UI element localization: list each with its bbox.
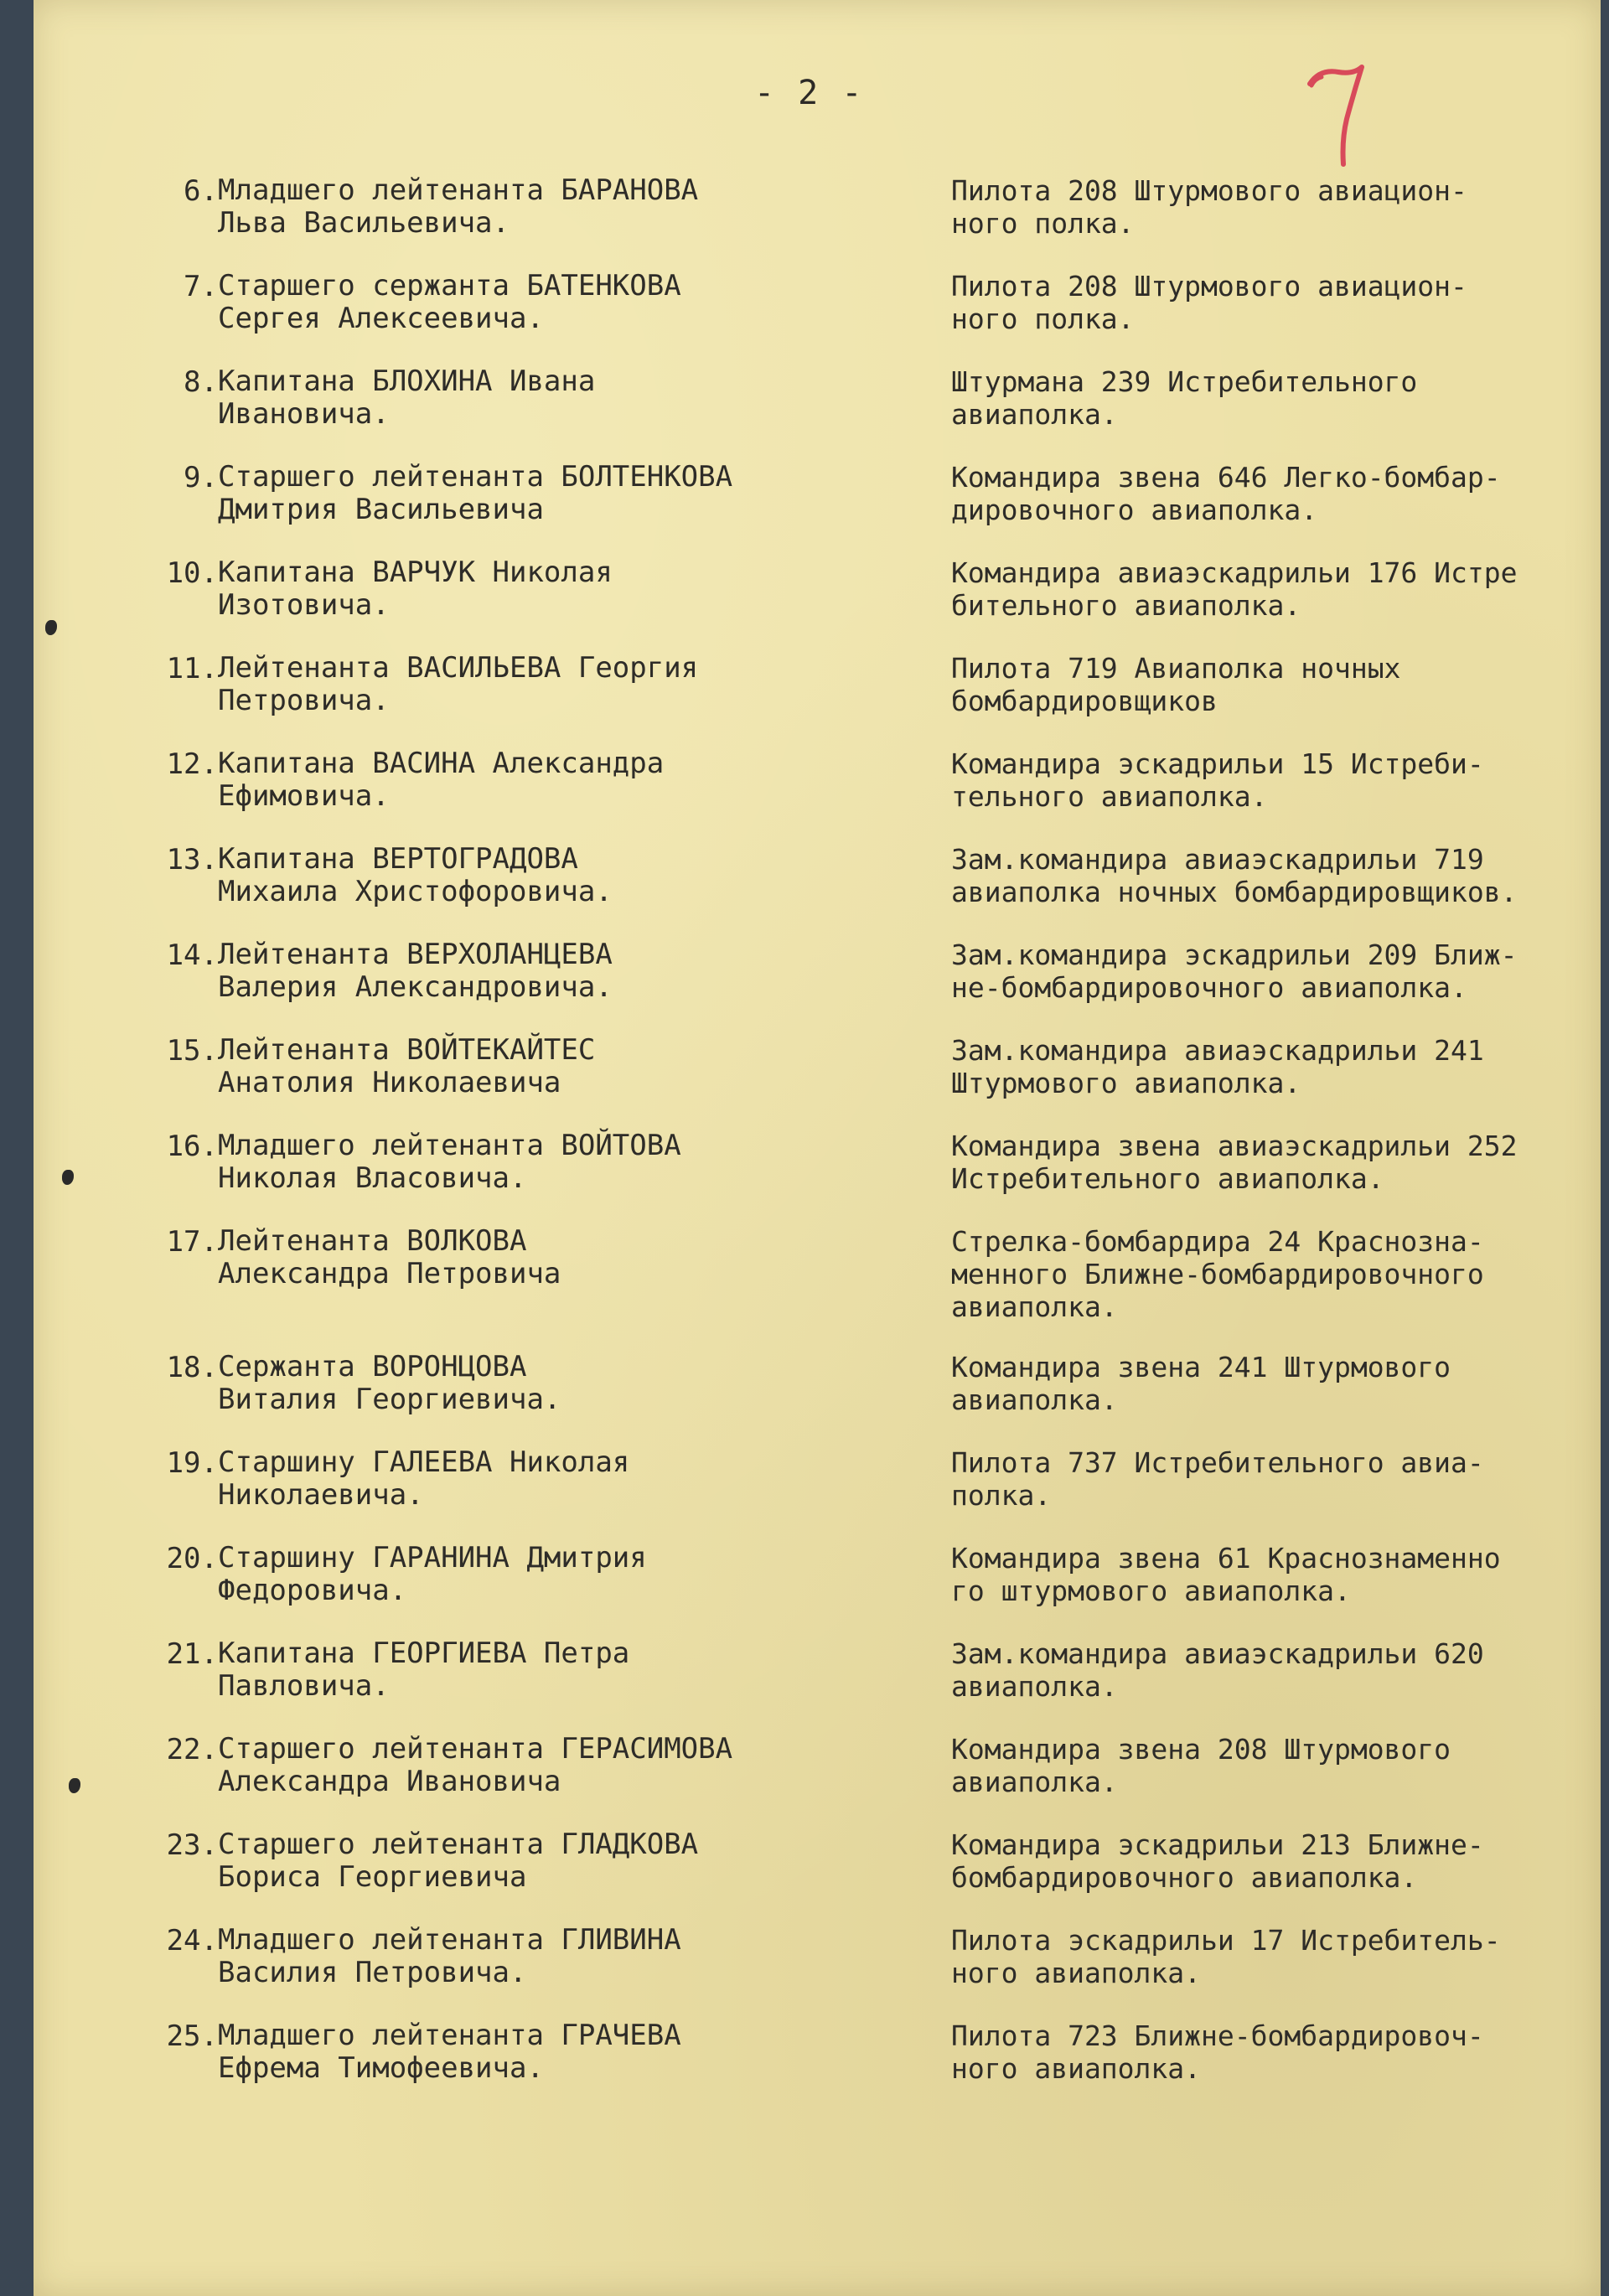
- name-line: Капитана ВАРЧУК Николая: [218, 556, 613, 589]
- entry-number: 24.: [166, 1924, 218, 1957]
- position-line: Истребительного авиаполка.: [951, 1162, 1384, 1195]
- person-name: [218, 1733, 939, 1798]
- name-line: Валерия Александровича.: [218, 970, 613, 1004]
- person-name: [218, 652, 939, 717]
- name-line: Старшину ГАРАНИНА Дмитрия: [218, 1541, 647, 1575]
- name-line: Лейтенанта ВАСИЛЬЕВА Георгия: [218, 651, 699, 685]
- position-line: Штурмана 239 Истребительного: [951, 365, 1418, 398]
- position-line: ного полка.: [951, 207, 1135, 240]
- list-item: [34, 1924, 1601, 2019]
- position-description: [951, 1130, 1596, 1195]
- position-line: Пилота 208 Штурмового авиацион-: [951, 270, 1467, 303]
- list-item: [34, 1542, 1601, 1637]
- position-line: авиаполка.: [951, 1383, 1118, 1416]
- list-item: [34, 1637, 1601, 1733]
- person-name: [218, 1924, 939, 1989]
- name-line: Капитана ВАСИНА Александра: [218, 747, 665, 780]
- name-line: Бориса Георгиевича: [218, 1860, 527, 1894]
- person-name: [218, 556, 939, 622]
- list-item: [34, 1130, 1601, 1225]
- name-line: Михаила Христофоровича.: [218, 875, 613, 908]
- position-description: [951, 556, 1596, 622]
- position-description: [951, 939, 1596, 1004]
- person-name: [218, 1351, 939, 1416]
- name-line: Лейтенанта ВОЙТЕКАЙТЕС: [218, 1033, 596, 1067]
- position-description: [951, 1225, 1596, 1323]
- position-line: Стрелка-бомбардира 24 Краснозна-: [951, 1225, 1484, 1258]
- person-name: [218, 1637, 939, 1703]
- position-description: [951, 652, 1596, 717]
- name-line: Изотовича.: [218, 588, 390, 622]
- person-name: [218, 1225, 939, 1290]
- name-line: Старшего лейтенанта БОЛТЕНКОВА: [218, 460, 733, 494]
- list-item: [34, 652, 1601, 747]
- entry-number: 6.: [184, 174, 218, 208]
- position-line: го штурмового авиаполка.: [951, 1575, 1351, 1607]
- list-item: [34, 1733, 1601, 1828]
- person-name: [218, 843, 939, 908]
- name-line: Младшего лейтенанта ГРАЧЕВА: [218, 2019, 681, 2052]
- list-item: [34, 1034, 1601, 1130]
- page-number: - 2 -: [754, 74, 864, 112]
- entry-number: 9.: [184, 461, 218, 494]
- position-line: тельного авиаполка.: [951, 780, 1268, 813]
- position-description: [951, 365, 1596, 431]
- list-item: [34, 747, 1601, 843]
- position-line: ного авиаполка.: [951, 1957, 1202, 1989]
- list-item: [34, 556, 1601, 652]
- name-line: Льва Васильевича.: [218, 206, 510, 240]
- position-line: Зам.командира авиаэскадрильи 719: [951, 843, 1484, 876]
- position-line: авиаполка.: [951, 1290, 1118, 1323]
- entry-number: 23.: [166, 1828, 218, 1862]
- list-item: [34, 174, 1601, 270]
- entry-number: 12.: [166, 747, 218, 781]
- position-line: Штурмового авиаполка.: [951, 1067, 1301, 1099]
- person-name: [218, 1130, 939, 1195]
- position-description: [951, 1828, 1596, 1894]
- person-name: [218, 1828, 939, 1894]
- name-line: Старшего лейтенанта ГЛАДКОВА: [218, 1828, 699, 1861]
- name-line: Василия Петровича.: [218, 1956, 527, 1989]
- position-line: Командира звена 646 Легко-бомбар-: [951, 461, 1501, 494]
- list-item: [34, 270, 1601, 365]
- list-item: [34, 461, 1601, 556]
- position-line: не-бомбардировочного авиаполка.: [951, 971, 1467, 1004]
- name-line: Федоровича.: [218, 1574, 407, 1607]
- name-line: Лейтенанта ВОЛКОВА: [218, 1224, 527, 1258]
- position-line: авиаполка ночных бомбардировщиков.: [951, 876, 1518, 908]
- list-item: [34, 365, 1601, 461]
- award-list: [34, 174, 1601, 2115]
- name-line: Александра Ивановича: [218, 1765, 561, 1798]
- name-line: Петровича.: [218, 684, 390, 717]
- position-line: авиаполка.: [951, 1766, 1118, 1798]
- position-description: [951, 270, 1596, 335]
- position-description: [951, 2019, 1596, 2085]
- person-name: [218, 2019, 939, 2085]
- entry-number: 15.: [166, 1034, 218, 1068]
- position-line: Командира звена авиаэскадрильи 252: [951, 1130, 1518, 1162]
- position-line: Пилота 719 Авиаполка ночных: [951, 652, 1401, 685]
- position-line: Командира звена 208 Штурмового: [951, 1733, 1451, 1766]
- person-name: [218, 174, 939, 240]
- position-line: Пилота 208 Штурмового авиацион-: [951, 174, 1467, 207]
- name-line: Капитана ГЕОРГИЕВА Петра: [218, 1637, 630, 1670]
- name-line: Николая Власовича.: [218, 1161, 527, 1195]
- name-line: Ефимовича.: [218, 779, 390, 813]
- list-item: [34, 2019, 1601, 2115]
- name-line: Ефрема Тимофеевича.: [218, 2051, 544, 2085]
- name-line: Младшего лейтенанта БАРАНОВА: [218, 173, 699, 207]
- position-line: Командира звена 61 Краснознаменно: [951, 1542, 1501, 1575]
- person-name: [218, 939, 939, 1004]
- entry-number: 8.: [184, 365, 218, 399]
- person-name: [218, 365, 939, 431]
- position-line: Командира эскадрильи 213 Ближне-: [951, 1828, 1484, 1861]
- position-description: [951, 461, 1596, 526]
- position-line: ного авиаполка.: [951, 2052, 1202, 2085]
- position-description: [951, 843, 1596, 908]
- position-line: бомбардировщиков: [951, 685, 1218, 717]
- position-line: Пилота 737 Истребительного авиа-: [951, 1446, 1484, 1479]
- person-name: [218, 270, 939, 335]
- list-item: [34, 1446, 1601, 1542]
- entry-number: 22.: [166, 1733, 218, 1766]
- name-line: Старшего лейтенанта ГЕРАСИМОВА: [218, 1732, 733, 1766]
- position-description: [951, 174, 1596, 240]
- name-line: Капитана ВЕРТОГРАДОВА: [218, 842, 578, 876]
- name-line: Дмитрия Васильевича: [218, 493, 544, 526]
- position-line: дировочного авиаполка.: [951, 494, 1318, 526]
- person-name: [218, 1446, 939, 1512]
- position-description: [951, 1637, 1596, 1703]
- position-line: авиаполка.: [951, 398, 1118, 431]
- name-line: Старшину ГАЛЕЕВА Николая: [218, 1445, 630, 1479]
- position-line: Зам.командира авиаэскадрильи 620: [951, 1637, 1484, 1670]
- entry-number: 14.: [166, 939, 218, 972]
- position-line: Командира эскадрильи 15 Истреби-: [951, 747, 1484, 780]
- name-line: Сергея Алексеевича.: [218, 302, 544, 335]
- entry-number: 11.: [166, 652, 218, 685]
- document-page: [34, 0, 1601, 2296]
- entry-number: 10.: [166, 556, 218, 590]
- position-line: авиаполка.: [951, 1670, 1118, 1703]
- name-line: Виталия Георгиевича.: [218, 1383, 561, 1416]
- position-description: [951, 1733, 1596, 1798]
- entry-number: 7.: [184, 270, 218, 303]
- position-line: менного Ближне-бомбардировочного: [951, 1258, 1484, 1290]
- position-line: Пилота эскадрильи 17 Истребитель-: [951, 1924, 1501, 1957]
- name-line: Младшего лейтенанта ВОЙТОВА: [218, 1129, 681, 1162]
- person-name: [218, 461, 939, 526]
- list-item: [34, 1225, 1601, 1351]
- position-line: полка.: [951, 1479, 1052, 1512]
- name-line: Лейтенанта ВЕРХОЛАНЦЕВА: [218, 938, 613, 971]
- name-line: Сержанта ВОРОНЦОВА: [218, 1350, 527, 1383]
- entry-number: 25.: [166, 2019, 218, 2053]
- entry-number: 17.: [166, 1225, 218, 1259]
- position-line: Зам.командира авиаэскадрильи 241: [951, 1034, 1484, 1067]
- list-item: [34, 1351, 1601, 1446]
- person-name: [218, 747, 939, 813]
- entry-number: 19.: [166, 1446, 218, 1480]
- name-line: Александра Петровича: [218, 1257, 561, 1290]
- name-line: Павловича.: [218, 1669, 390, 1703]
- position-description: [951, 1924, 1596, 1989]
- position-description: [951, 1542, 1596, 1607]
- name-line: Старшего сержанта БАТЕНКОВА: [218, 269, 681, 303]
- entry-number: 13.: [166, 843, 218, 877]
- position-line: бомбардировочного авиаполка.: [951, 1861, 1418, 1894]
- position-line: Пилота 723 Ближне-бомбардировоч-: [951, 2019, 1484, 2052]
- position-line: ного полка.: [951, 303, 1135, 335]
- name-line: Капитана БЛОХИНА Ивана: [218, 365, 596, 398]
- red-pencil-mark: [1303, 60, 1370, 169]
- position-description: [951, 747, 1596, 813]
- list-item: [34, 843, 1601, 939]
- entry-number: 18.: [166, 1351, 218, 1384]
- entry-number: 16.: [166, 1130, 218, 1163]
- name-line: Анатолия Николаевича: [218, 1066, 561, 1099]
- name-line: Ивановича.: [218, 397, 390, 431]
- position-line: Командира звена 241 Штурмового: [951, 1351, 1451, 1383]
- position-line: бительного авиаполка.: [951, 589, 1301, 622]
- person-name: [218, 1034, 939, 1099]
- name-line: Младшего лейтенанта ГЛИВИНА: [218, 1923, 681, 1957]
- entry-number: 20.: [166, 1542, 218, 1575]
- list-item: [34, 1828, 1601, 1924]
- position-line: Командира авиаэскадрильи 176 Истре: [951, 556, 1518, 589]
- position-description: [951, 1446, 1596, 1512]
- position-description: [951, 1351, 1596, 1416]
- person-name: [218, 1542, 939, 1607]
- position-description: [951, 1034, 1596, 1099]
- position-line: Зам.командира эскадрильи 209 Ближ-: [951, 939, 1518, 971]
- list-item: [34, 939, 1601, 1034]
- entry-number: 21.: [166, 1637, 218, 1671]
- name-line: Николаевича.: [218, 1478, 424, 1512]
